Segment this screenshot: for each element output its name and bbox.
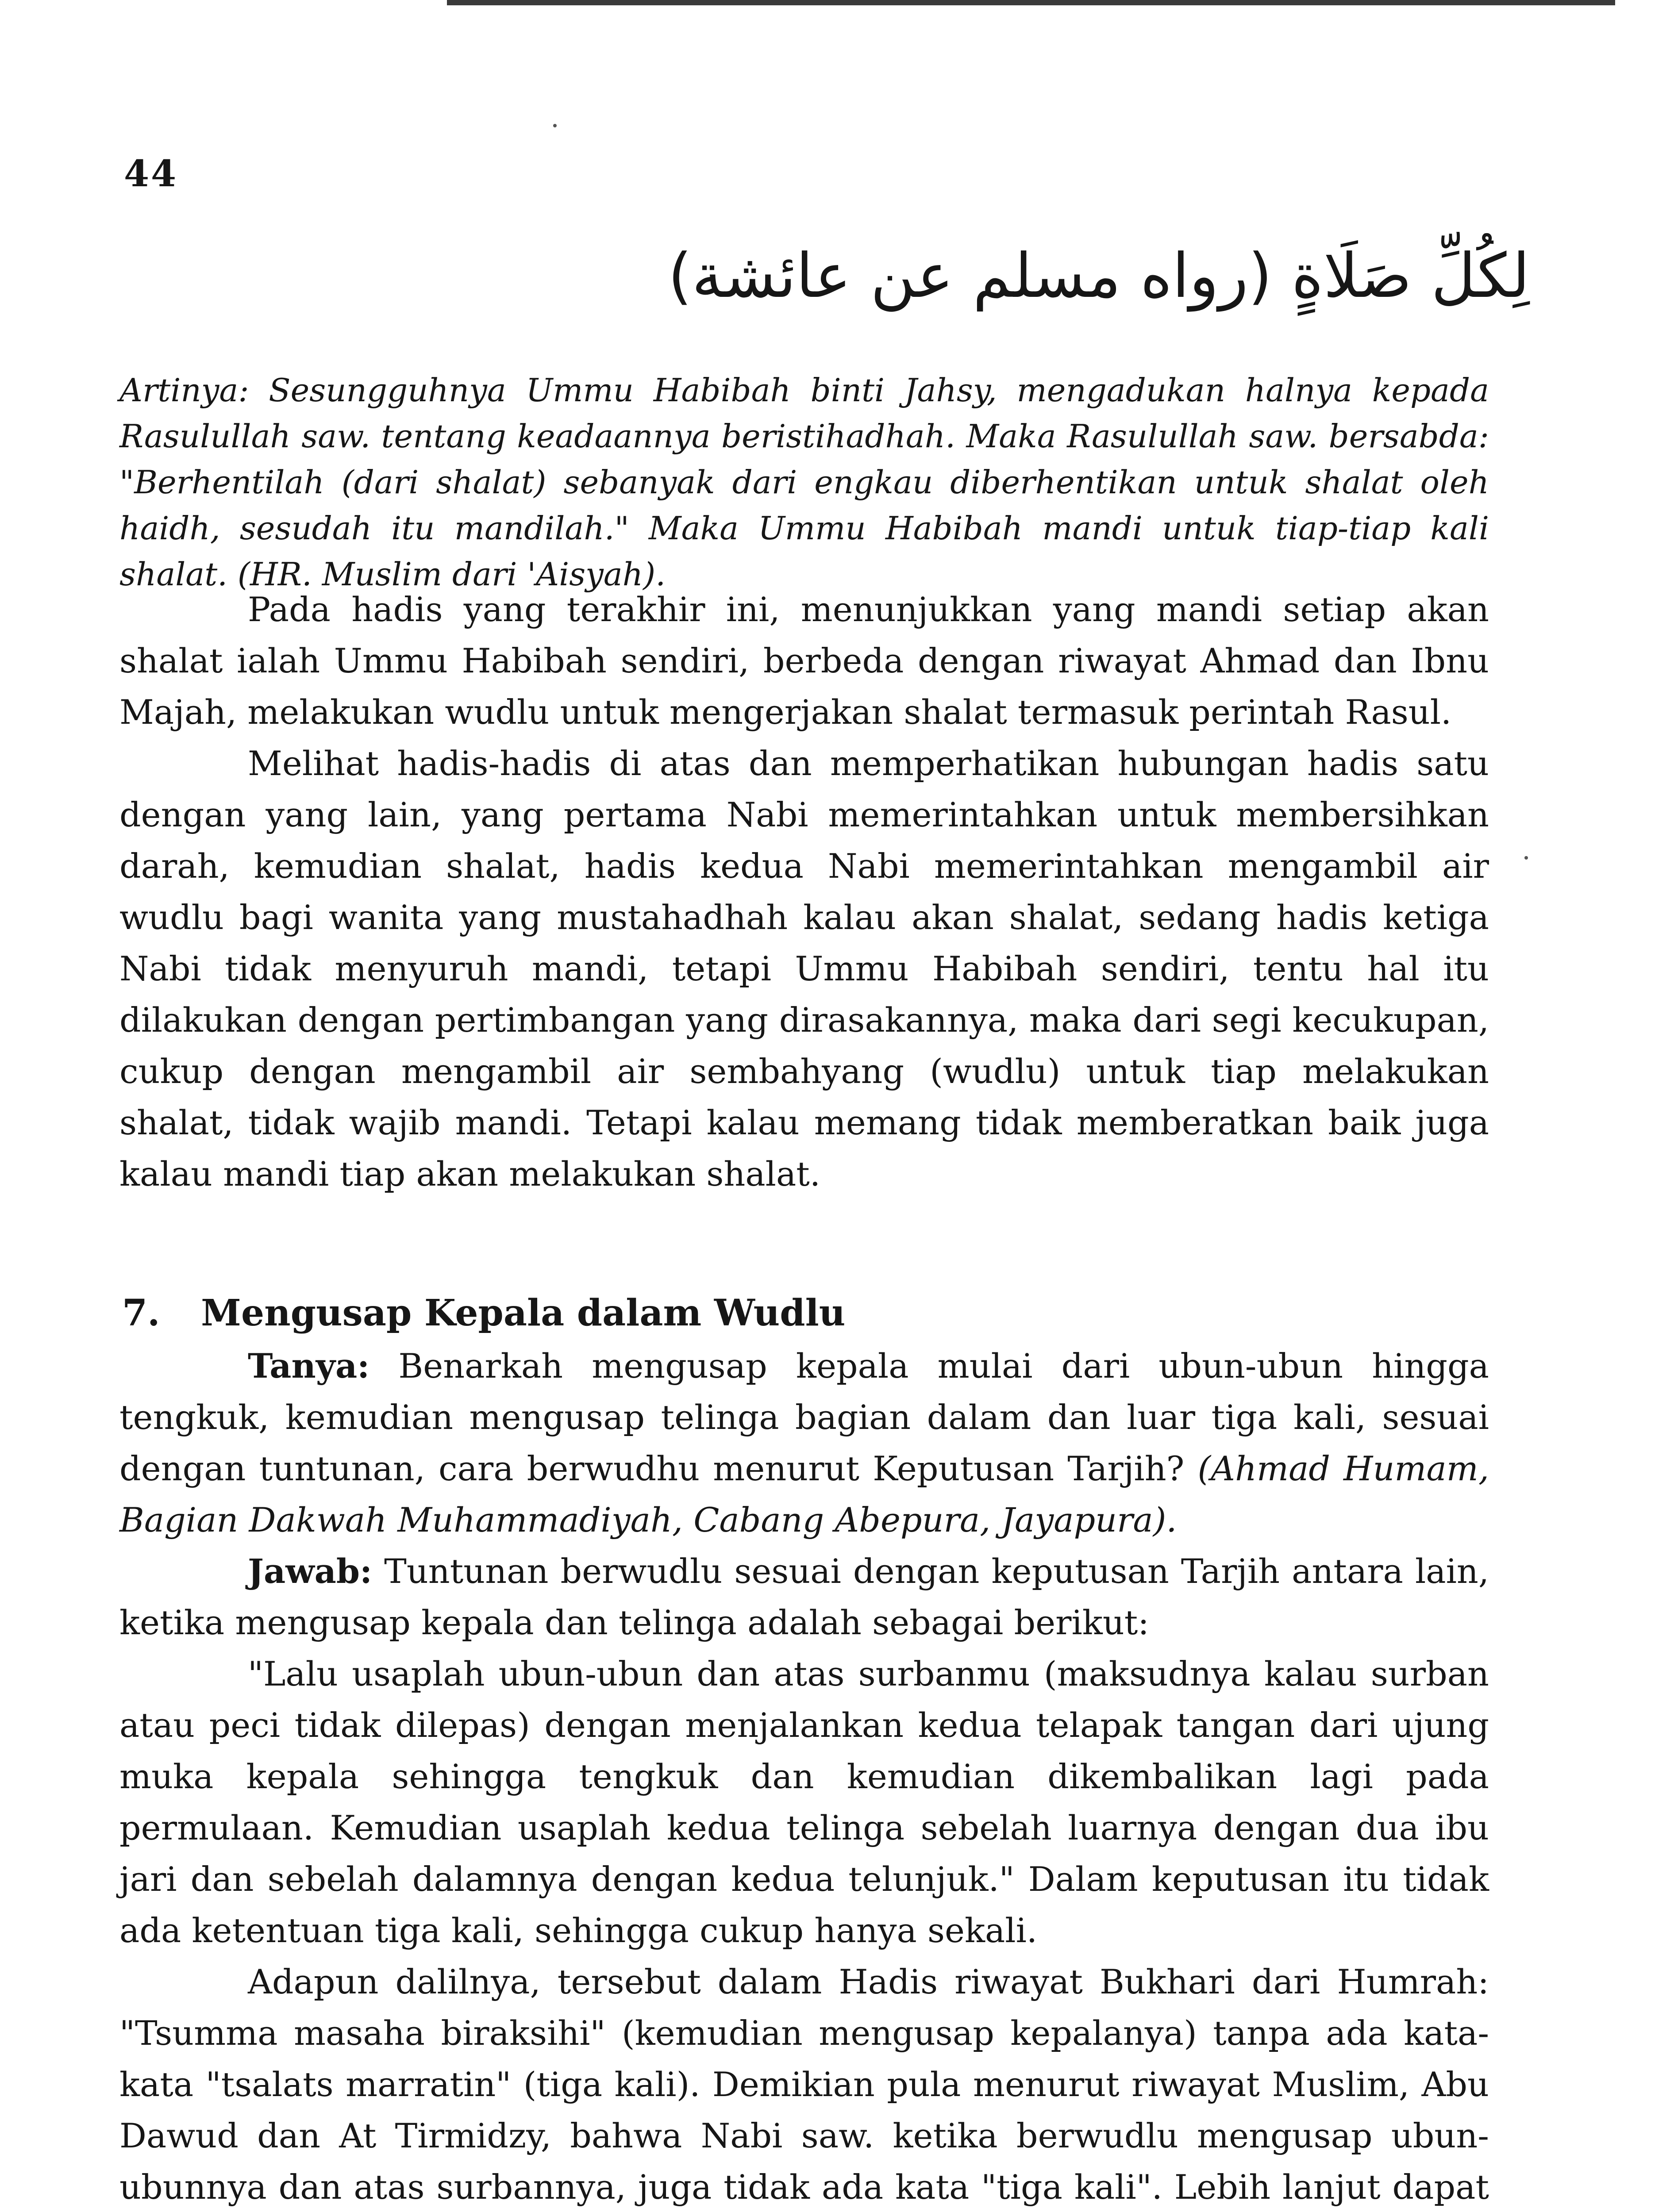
question-paragraph bbox=[119, 1340, 1489, 1546]
closing-paragraph: Adapun dalilnya, tersebut dalam Hadis riwayat Bukhari dari Humrah: "Tsumma masaha biraksihi" (kemudian mengusap kepalanya) tanpa ada kata-kata "tsalats marratin" (tiga kali). Demikian pula menurut riwayat Muslim, Abu Dawud dan At Tirmidzy, bahwa Nabi saw. ketika berwudlu mengusap ubun-ubunnya dan atas surbannya, juga tidak ada kata "tiga kali". Lebih lanjut dapat bbox=[119, 1962, 1489, 2207]
section-number: 7. bbox=[122, 1292, 160, 1334]
answer-text: Tuntunan berwudlu sesuai dengan keputusan Tarjih antara lain, ketika mengusap kepala dan telinga adalah sebagai berikut: bbox=[119, 1551, 1489, 1642]
quote-paragraph: "Lalu usaplah ubun-ubun dan atas surbanmu (maksudnya kalau surban atau peci tidak dilepas) dengan menjalankan kedua telapak tangan dari ujung muka kepala sehingga tengkuk dan kemudian dikembalikan lagi pada permulaan. Kemudian usaplah kedua telinga sebelah luarnya dengan dua ibu jari dan sebelah dalamnya dengan kedua telunjuk." Dalam keputusan itu tidak ada ketentuan tiga kali, sehingga cukup hanya sekali. bbox=[119, 1654, 1489, 1950]
answer-label: Jawab: bbox=[248, 1551, 373, 1591]
top-rule bbox=[447, 0, 1615, 5]
question-source: (Ahmad Humam, Bagian Dakwah Muhammadiyah, Cabang Abepura, Jayapura). bbox=[119, 1449, 1489, 1540]
question-text: Benarkah mengusap kepala mulai dari ubun-ubun hingga tengkuk, kemudian mengusap telinga bagian dalam dan luar tiga kali, sesuai dengan tuntunan, cara berwudhu menurut Keputusan Tarjih? bbox=[119, 1346, 1489, 1488]
answer-paragraph bbox=[119, 1546, 1489, 1648]
section-heading bbox=[122, 1292, 845, 1334]
page-number: 44 bbox=[124, 153, 178, 195]
paragraph-2: Melihat hadis-hadis di atas dan memperhatikan hubungan hadis satu dengan yang lain, yang pertama Nabi memerintahkan untuk membersihkan darah, kemudian shalat, hadis kedua Nabi memerintahkan mengambil air wudlu bagi wanita yang mustahadhah kalau akan shalat, sedang hadis ketiga Nabi tidak menyuruh mandi, tetapi Ummu Habibah sendiri, tentu hal itu dilakukan dengan pertimbangan yang dirasakannya, maka dari segi kecukupan, cukup dengan mengambil air sembahyang (wudlu) untuk tiap melakukan shalat, tidak wajib mandi. Tetapi kalau memang tidak memberatkan baik juga kalau mandi tiap akan melakukan shalat. bbox=[119, 744, 1489, 1194]
arabic-heading: لِكُلِّ صَلَاةٍ (رواه مسلم عن عائشة) bbox=[668, 240, 1530, 311]
translation-paragraph: Artinya: Sesungguhnya Ummu Habibah binti Jahsy, mengadukan halnya kepada Rasulullah saw. tentang keadaannya beristihadhah. Maka Rasulullah saw. bersabda: "Berhentilah (dari shalat) sebanyak dari engkau diberhentikan untuk shalat oleh haidh, sesudah itu mandilah." Maka Ummu Habibah mandi untuk tiap-tiap kali shalat. (HR. Muslim dari 'Aisyah). bbox=[119, 372, 1489, 593]
scan-speck bbox=[1524, 856, 1528, 860]
question-label: Tanya: bbox=[248, 1346, 370, 1386]
body-section-1 bbox=[119, 584, 1489, 1200]
section-title: Mengusap Kepala dalam Wudlu bbox=[201, 1292, 846, 1334]
body-section-2 bbox=[119, 1340, 1489, 2212]
scan-speck bbox=[553, 124, 557, 127]
paragraph-1: Pada hadis yang terakhir ini, menunjukkan yang mandi setiap akan shalat ialah Ummu Habibah sendiri, berbeda dengan riwayat Ahmad dan Ibnu Majah, melakukan wudlu untuk mengerjakan shalat termasuk perintah Rasul. bbox=[119, 590, 1489, 732]
